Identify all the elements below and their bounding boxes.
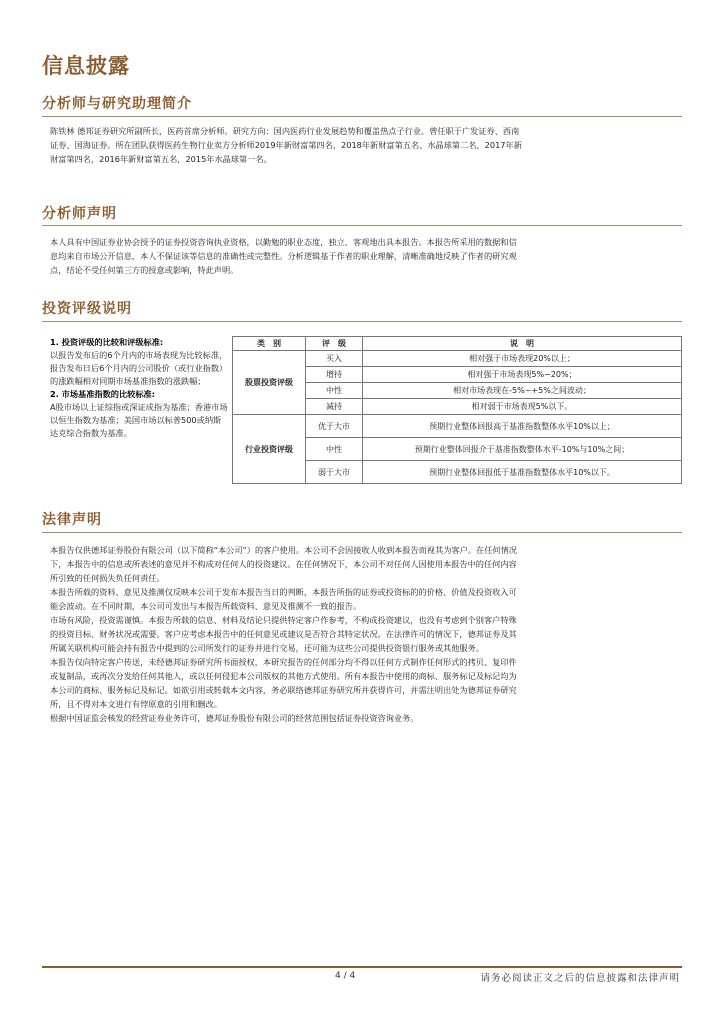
rating-table-header-row (233, 337, 682, 351)
rating-section (50, 336, 682, 492)
rating-table (232, 336, 682, 484)
analyst-statement-title: 分析师声明 (42, 206, 117, 222)
rating-grade: 增持 (306, 367, 363, 383)
rating-grade: 减持 (306, 399, 363, 415)
rating-criteria-heading-1: 1. 投资评级的比较和评级标准: (50, 337, 164, 347)
rating-description: 相对弱于市场表现5%以下。 (363, 399, 682, 415)
analyst-statement-text (50, 235, 682, 277)
industry-rating-category: 行业投资评级 (233, 415, 306, 484)
legal-rule (42, 532, 682, 533)
analyst-intro-line: 财富第四名，2016年新财富第五名，2015年水晶球第一名。 (50, 154, 272, 164)
legal-line: 本公司的商标、服务标记及标记。如欲引用或转载本文内容，务必联络德邦证券研究所并获得许可，并需注明出处为德邦证券研究 (50, 685, 517, 695)
legal-line: 或复制品，或再次分发给任何其他人，或以任何侵犯本公司版权的其他方式使用。所有本报告中使用的商标、服务标记及标记均为 (50, 671, 517, 681)
rating-header-grade: 评 级 (306, 337, 363, 351)
rating-rule (42, 321, 682, 322)
page-number: 4 / 4 (335, 971, 356, 981)
analyst-intro-rule (42, 116, 682, 117)
analyst-statement-rule (42, 225, 682, 226)
legal-line: 的投资目标、财务状况或需要。客户应考虑本报告中的任何意见或建议是否符合其特定状况。在法律许可的情况下，德邦证券及其 (50, 629, 517, 639)
legal-line: 下，本报告中的信息或所表述的意见并不构成对任何人的投资建议。在任何情况下，本公司不对任何人因使用本报告中的任何内容 (50, 559, 517, 569)
footer-note: 请务必阅读正文之后的信息披露和法律声明 (480, 973, 680, 984)
rating-header-description: 说 明 (363, 337, 682, 351)
legal-line: 所属关联机构可能会持有报告中提到的公司所发行的证券并进行交易，还可能为这些公司提供投资银行服务或其他服务。 (50, 643, 484, 653)
rating-description: 相对市场表现在-5%~+5%之间波动； (363, 383, 682, 399)
table-row (233, 415, 682, 438)
rating-grade: 中性 (306, 383, 363, 399)
analyst-statement-line: 点，结论不受任何第三方的授意或影响，特此声明。 (50, 265, 239, 275)
rating-criteria-heading-2: 2. 市场基准指数的比较标准: (50, 389, 155, 399)
analyst-statement-line: 本人具有中国证券业协会授予的证券投资咨询执业资格，以勤勉的职业态度，独立、客观地出具本报告。本报告所采用的数据和信 (50, 237, 517, 247)
legal-text (50, 543, 682, 725)
legal-line: 本报告所载的资料、意见及推测仅反映本公司于发布本报告当日的判断，本报告所指的证券或投资标的的价格、价值及投资收入可 (50, 587, 517, 597)
rating-description: 预期行业整体回报高于基准指数整体水平10%以上； (363, 415, 682, 438)
rating-criteria-text-1: 以报告发布后的6个月内的市场表现为比较标准，报告发布日后6个月内的公司股价（或行业指数）的涨跌幅相对同期市场基准指数的涨跌幅； (50, 350, 228, 386)
rating-description: 预期行业整体回报低于基准指数整体水平10%以下。 (363, 461, 682, 484)
table-row (233, 351, 682, 367)
analyst-intro-title: 分析师与研究助理简介 (42, 96, 192, 112)
stock-rating-category: 股票投资评级 (233, 351, 306, 415)
legal-line: 能会波动。在不同时期，本公司可发出与本报告所载资料、意见及推测不一致的报告。 (50, 601, 362, 611)
legal-line: 所，且不得对本文进行有悖原意的引用和删改。 (50, 699, 222, 709)
legal-line: 根据中国证监会核发的经营证券业务许可，德邦证券股份有限公司的经营范围包括证券投资咨询业务。 (50, 713, 419, 723)
rating-criteria (50, 336, 228, 492)
legal-line: 本报告仅供德邦证券股份有限公司（以下简称“本公司”）的客户使用。本公司不会因接收人收到本报告而视其为客户。在任何情况 (50, 545, 517, 555)
rating-grade: 中性 (306, 438, 363, 461)
rating-description: 预期行业整体回报介于基准指数整体水平-10%与10%之间； (363, 438, 682, 461)
analyst-intro-text (50, 124, 682, 166)
legal-line: 所引致的任何损失负任何责任。 (50, 573, 165, 583)
rating-grade: 优于大市 (306, 415, 363, 438)
analyst-intro-line: 陈铁林 德邦证券研究所副所长，医药首席分析师。研究方向：国内医药行业发展趋势和覆盖热点子行业。曾任职于广发证券、西南 (50, 126, 520, 136)
page-title: 信息披露 (42, 54, 130, 78)
rating-grade: 买入 (306, 351, 363, 367)
rating-grade: 弱于大市 (306, 461, 363, 484)
rating-description: 相对强于市场表现20%以上； (363, 351, 682, 367)
rating-criteria-text-2: A股市场以上证综指或深证成指为基准；香港市场以恒生指数为基准；美国市场以标普500或纳斯达克综合指数为基准。 (50, 402, 228, 438)
analyst-intro-line: 证券、国海证券。所在团队获得医药生物行业卖方分析师2019年新财富第四名，2018年新财富第五名、水晶球第二名，2017年新 (50, 140, 522, 150)
legal-line: 市场有风险，投资需谨慎。本报告所载的信息、材料及结论只提供特定客户作参考，不构成投资建议，也没有考虑到个别客户特殊 (50, 615, 517, 625)
rating-description: 相对强于市场表现5%~20%； (363, 367, 682, 383)
footer-rule (42, 966, 682, 968)
rating-header-category: 类 别 (233, 337, 306, 351)
legal-line: 本报告仅向特定客户传送，未经德邦证券研究所书面授权，本研究报告的任何部分均不得以任何方式制作任何形式的拷贝、复印件 (50, 657, 517, 667)
rating-title: 投资评级说明 (42, 301, 132, 317)
analyst-statement-line: 息均来自市场公开信息，本人不保证该等信息的准确性或完整性。分析逻辑基于作者的职业理解，清晰准确地反映了作者的研究观 (50, 251, 517, 261)
legal-title: 法律声明 (42, 512, 102, 528)
